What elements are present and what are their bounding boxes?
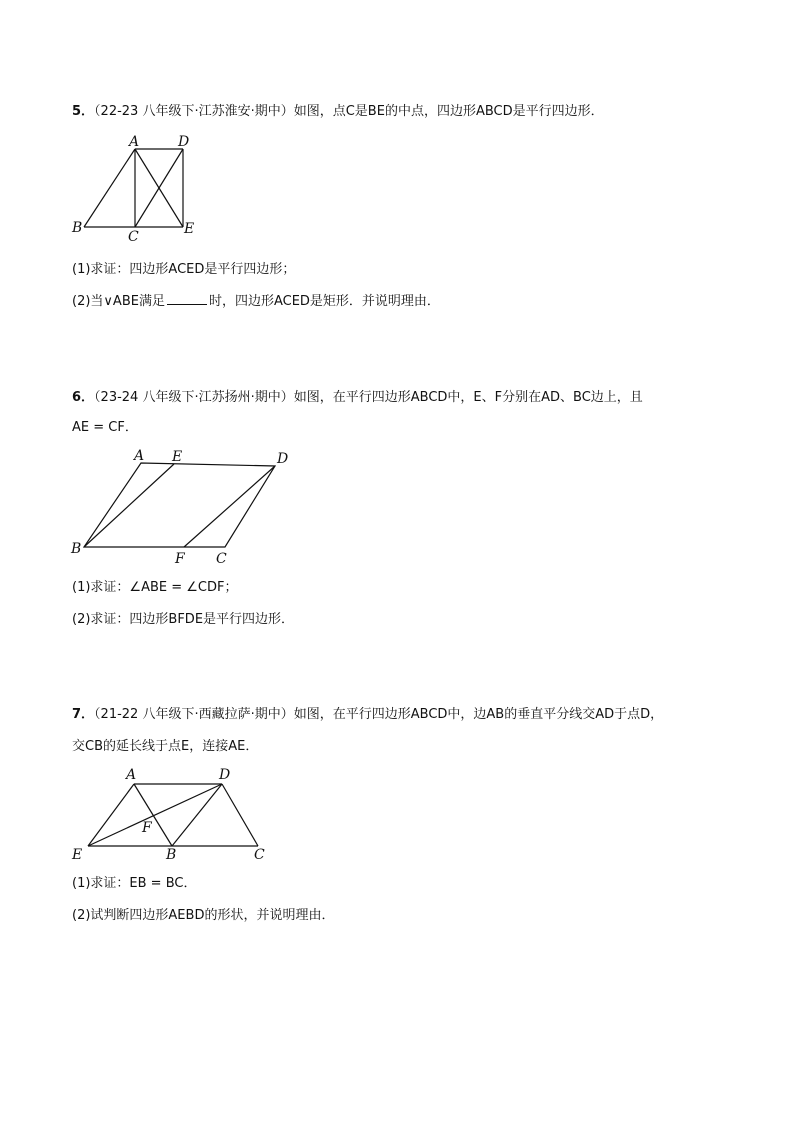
label-B: B <box>71 541 82 557</box>
label-E: E <box>172 449 183 465</box>
label-E: E <box>72 847 83 863</box>
label-D: D <box>178 134 190 150</box>
label-C: C <box>216 551 227 567</box>
label-D: D <box>277 451 289 467</box>
problem-5-part-2 <box>72 292 440 312</box>
problem-7-stem-continued: 交CB的延长线于点E，连接AE． <box>72 739 259 754</box>
problem-7-part-1: (1)求证：EB = BC． <box>72 876 197 891</box>
label-F: F <box>175 551 185 567</box>
problem-statement: 如图，点C是BE的中点，四边形ABCD是平行四边形． <box>293 104 604 119</box>
problem-7-part-2: (2)试判断四边形AEBD的形状，并说明理由． <box>72 908 335 923</box>
label-C: C <box>128 229 139 245</box>
problem-statement: 如图，在平行四边形ABCD中，E、F分别在AD、BC边上，且 <box>293 390 643 405</box>
part-2-text-after: 时，四边形ACED是矩形．并说明理由． <box>208 294 440 309</box>
label-F: F <box>142 820 152 836</box>
problem-statement: 如图，在平行四边形ABCD中，边AB的垂直平分线交AD于点D， <box>293 707 664 722</box>
answer-blank <box>167 292 207 305</box>
problem-number: 7． <box>72 707 95 722</box>
figure-5 <box>71 134 194 245</box>
problem-7-stem <box>72 705 663 725</box>
figure-7 <box>71 767 265 863</box>
problem-number: 5． <box>72 104 95 119</box>
figure-6 <box>70 448 288 567</box>
problem-6-stem-continued: AE = CF． <box>72 420 138 435</box>
problem-number: 6． <box>72 390 95 405</box>
problem-5-part-1: (1)求证：四边形ACED是平行四边形； <box>72 262 296 277</box>
label-B: B <box>166 847 177 863</box>
problem-6-stem <box>72 388 643 408</box>
part-2-text-before: (2)当∨ABE满足 <box>72 294 165 309</box>
label-B: B <box>72 220 83 236</box>
problem-source: （22-23 八年级下·江苏淮安·期中） <box>94 104 294 119</box>
label-E: E <box>184 221 195 237</box>
label-C: C <box>254 847 265 863</box>
label-A: A <box>134 448 145 464</box>
problem-6-part-1: (1)求证：∠ABE = ∠CDF； <box>72 580 238 595</box>
problem-6-part-2: (2)求证：四边形BFDE是平行四边形． <box>72 612 295 627</box>
label-A: A <box>129 134 140 150</box>
problem-source: （23-24 八年级下·江苏扬州·期中） <box>94 390 294 405</box>
label-D: D <box>219 767 231 783</box>
problem-source: （21-22 八年级下·西藏拉萨·期中） <box>94 707 294 722</box>
label-A: A <box>126 767 137 783</box>
